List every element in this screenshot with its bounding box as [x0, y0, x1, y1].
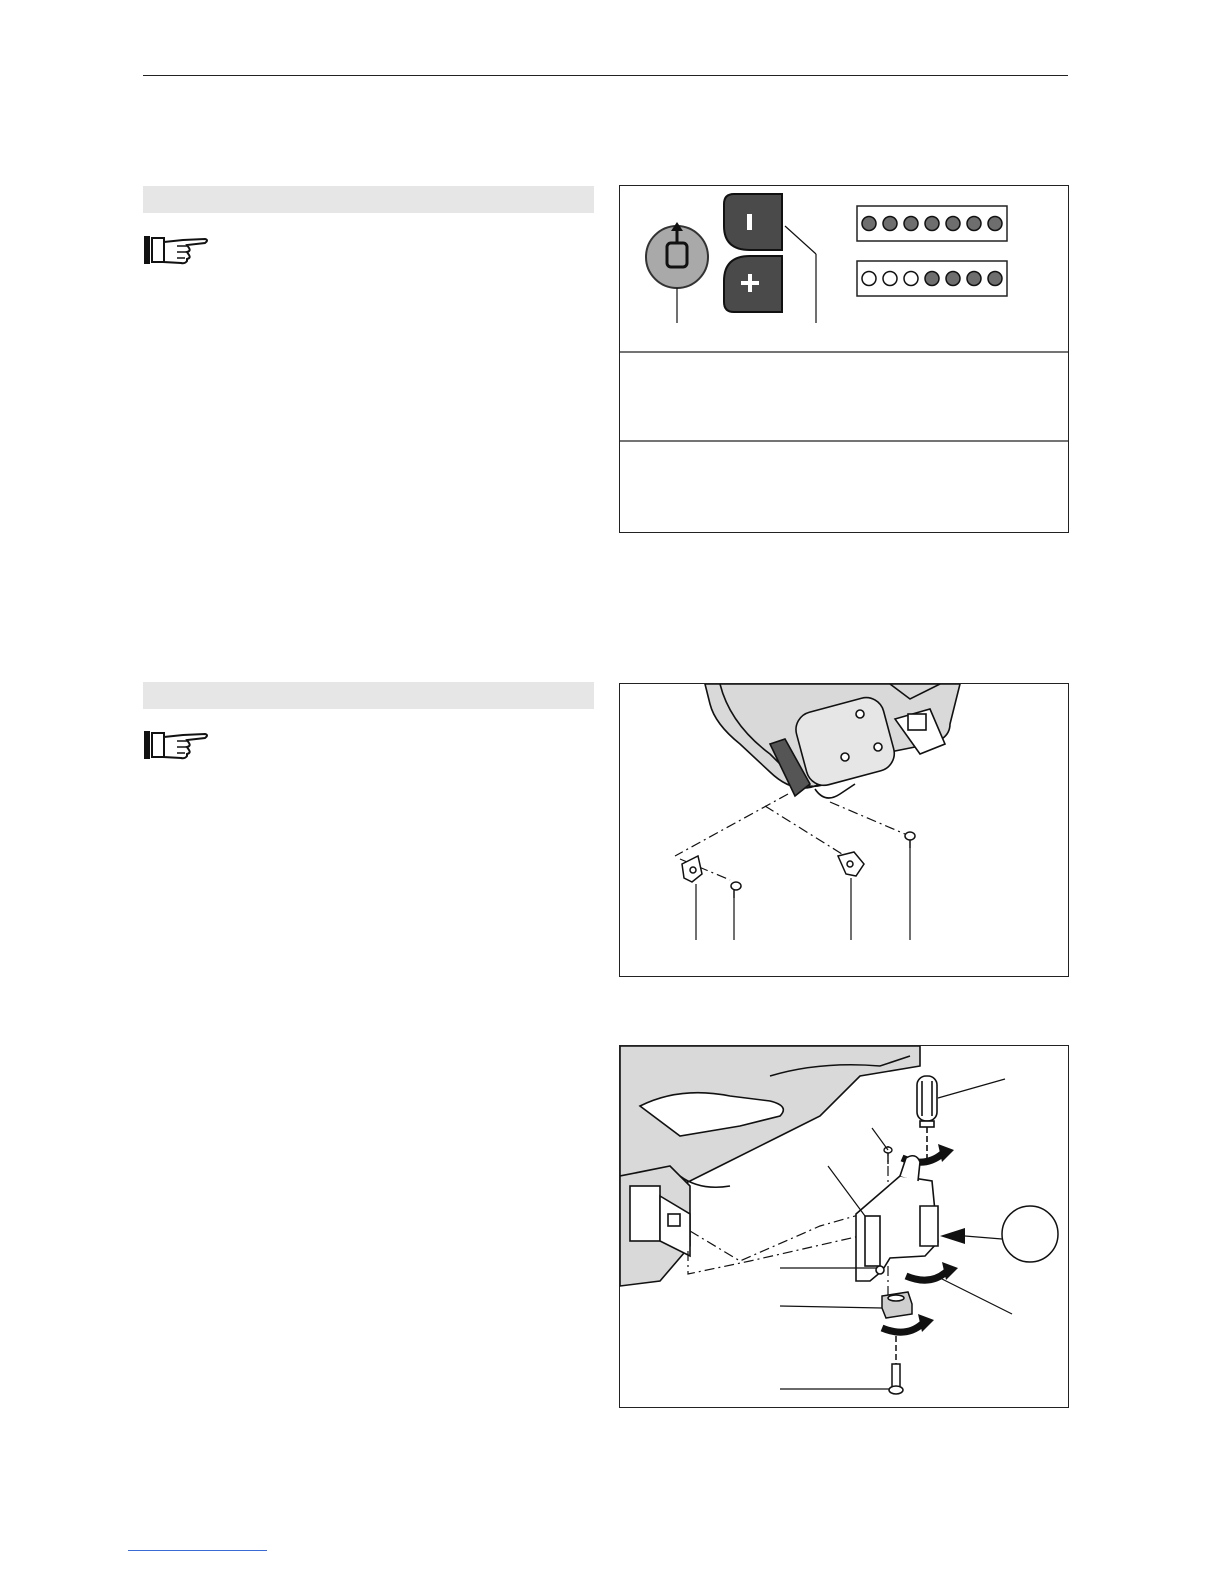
footer-link-underline[interactable] — [128, 1550, 267, 1551]
led-on-indicator — [862, 217, 876, 231]
minus-button — [724, 194, 782, 250]
led-off-indicator — [862, 272, 876, 286]
spacer-block — [882, 1292, 912, 1318]
led-on-indicator — [967, 217, 981, 231]
screw-long — [889, 1336, 903, 1394]
led-on-indicator — [946, 272, 960, 286]
led-on-indicator — [925, 217, 939, 231]
tool-head-illustration — [705, 684, 960, 798]
cutter-assembly-figure — [619, 1045, 1069, 1408]
led-off-indicator — [883, 272, 897, 286]
header-rule — [143, 75, 1068, 76]
pointing-hand-note-icon — [143, 729, 211, 761]
section-2-header-bar — [143, 682, 594, 709]
led-on-indicator — [883, 217, 897, 231]
screw-upper — [905, 832, 915, 848]
part-callout-lines — [696, 848, 910, 940]
screwdriver-icon — [917, 1076, 937, 1161]
led-on-indicator — [946, 217, 960, 231]
clip-part-right — [838, 852, 864, 876]
led-on-indicator — [904, 217, 918, 231]
led-off-indicator — [904, 272, 918, 286]
clip-part-left — [682, 856, 702, 882]
control-panel-figure — [619, 185, 1069, 533]
assembly-guide-lines — [675, 794, 905, 880]
callout-line-minus-diag — [785, 226, 816, 254]
cutter-housing — [856, 1156, 938, 1281]
cycle-button — [646, 222, 708, 288]
rotation-arrow-icon — [906, 1262, 958, 1280]
detail-callout-circle — [1002, 1206, 1058, 1262]
plus-button — [724, 256, 782, 312]
tool-head-parts-figure — [619, 683, 1069, 977]
pointing-hand-note-icon — [143, 234, 211, 266]
led-on-indicator — [925, 272, 939, 286]
led-on-indicator — [988, 217, 1002, 231]
led-on-indicator — [967, 272, 981, 286]
section-1-header-bar — [143, 186, 594, 213]
push-arrow-icon — [940, 1228, 965, 1244]
screw-small — [731, 882, 741, 898]
led-on-indicator — [988, 272, 1002, 286]
